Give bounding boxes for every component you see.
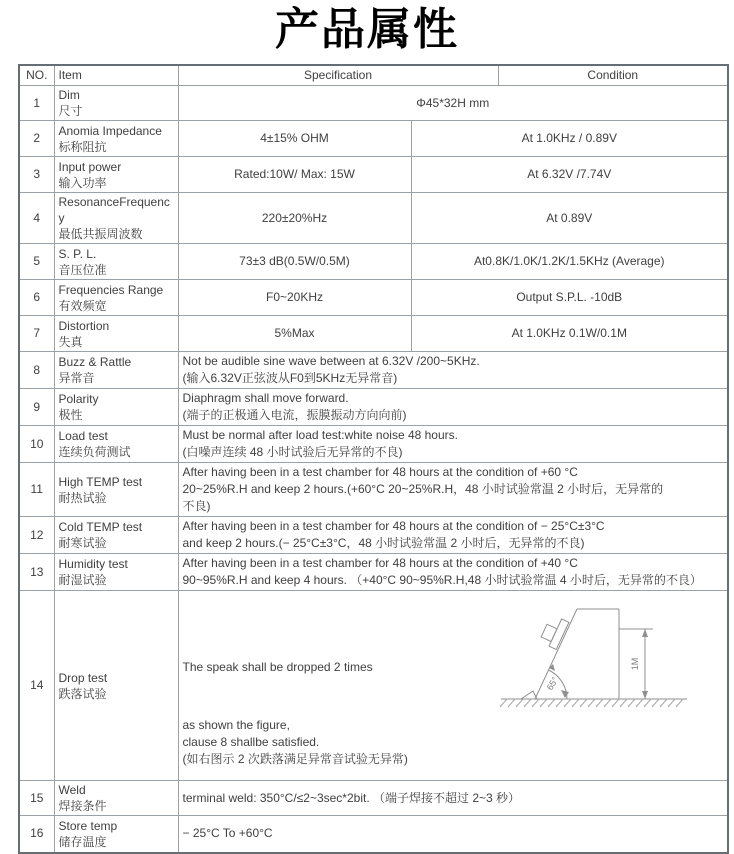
item-cell (54, 389, 178, 426)
header-item: Item (54, 65, 178, 86)
spec-cell: F0~20KHz (178, 280, 411, 316)
condition-cell: Output S.P.L. -10dB (411, 280, 728, 316)
page-title: 产品属性 (275, 4, 459, 55)
item-name-en: Cold TEMP test (58, 520, 143, 534)
item-cell (54, 316, 178, 352)
item-name-en: Drop test (58, 670, 108, 685)
spec-text: − 25°C To +60°C (182, 826, 273, 841)
row-number: 11 (19, 463, 54, 517)
row-number: 3 (19, 157, 54, 193)
table-row-cold-temp (19, 517, 728, 554)
item-cell (54, 121, 178, 157)
item-name-en: High TEMP test (58, 474, 143, 489)
item-name-zh: 有效频宽 (58, 298, 107, 313)
row-number: 10 (19, 426, 54, 463)
item-cell (54, 193, 178, 244)
header-condition: Condition (498, 65, 728, 86)
spec-cell (178, 389, 728, 426)
speaker-on-incline (539, 614, 569, 649)
row-number: 2 (19, 121, 54, 157)
item-cell (54, 463, 178, 517)
condition-cell: At 0.89V (411, 193, 728, 244)
item-name-en: Buzz & Rattle (58, 355, 132, 369)
table-row-input-power (19, 157, 728, 193)
item-cell (54, 591, 178, 781)
item-name-zh: 储存温度 (58, 834, 107, 849)
row-number: 9 (19, 389, 54, 426)
table-row-dim (19, 86, 728, 121)
item-cell (54, 86, 178, 121)
row-number: 16 (19, 816, 54, 853)
item-name-en: Dim (58, 88, 80, 102)
item-name-zh: 输入功率 (58, 175, 107, 190)
spec-cell (178, 781, 728, 816)
product-spec-table (18, 64, 729, 854)
item-name-en: Store temp (58, 818, 118, 833)
table-row-spl (19, 244, 728, 280)
row-number: 6 (19, 280, 54, 316)
condition-cell: At 1.0KHz 0.1W/0.1M (411, 316, 728, 352)
spec-text: After having been in a test chamber for 48 hours at the condition of +40 °C (182, 556, 578, 570)
spec-text: After having been in a test chamber for 48 hours at the condition of +60 °C (182, 465, 578, 479)
item-name-en: Frequencies Range (58, 282, 164, 297)
item-cell (54, 352, 178, 389)
item-name-en: Polarity (58, 392, 99, 406)
spec-text: (输入6.32V正弦波从F0到5KHz无异常音) (182, 371, 398, 385)
condition-cell: At 6.32V /7.74V (411, 157, 728, 193)
table-row-humidity (19, 554, 728, 591)
item-name-en: Load test (58, 429, 108, 443)
item-name-zh: 耐寒试验 (58, 536, 107, 550)
row-number: 7 (19, 316, 54, 352)
figure-angle-label: 65° (544, 675, 561, 692)
item-name-en: Humidity test (58, 557, 128, 571)
item-name-zh: 尺寸 (58, 104, 83, 118)
item-name-zh: 连续负荷测试 (58, 445, 131, 459)
row-number: 14 (19, 591, 54, 781)
spec-text: (白噪声连续 48 小时试验后无异常的不良) (182, 445, 403, 459)
item-name-zh: 耐热试验 (58, 490, 107, 505)
item-name-en: Distortion (58, 318, 110, 333)
spec-cell: 220±20%Hz (178, 193, 411, 244)
spec-text: clause 8 shallbe satisfied. (182, 735, 320, 749)
spec-cell (178, 816, 728, 853)
item-cell (54, 554, 178, 591)
spec-text: Not be audible sine wave between at 6.32V /200~5KHz. (182, 354, 480, 368)
item-cell (54, 426, 178, 463)
spec-cell (178, 591, 728, 781)
spec-cell (178, 517, 728, 554)
item-name-en: Input power (58, 159, 122, 174)
item-cell (54, 280, 178, 316)
spec-text: The speak shall be dropped 2 times (182, 660, 373, 674)
table-row-load-test (19, 426, 728, 463)
table-row-freq-range (19, 280, 728, 316)
spec-text: 90~95%R.H and keep 4 hours. （+40°C 90~95%R.H,48 小时试验常温 4 小时后，无异常的不良） (182, 573, 702, 587)
spec-text: (如右图示 2 次跌落满足异常音试验无异常) (182, 752, 408, 766)
item-name-en: Weld (58, 783, 86, 797)
table-row-impedance (19, 121, 728, 157)
item-name-zh: 焊接条件 (58, 799, 107, 813)
table-row-drop-test (19, 591, 728, 781)
row-number: 5 (19, 244, 54, 280)
table-row-polarity (19, 389, 728, 426)
item-name-zh: 最低共振周波数 (58, 227, 143, 241)
spec-cell: 73±3 dB(0.5W/0.5M) (178, 244, 411, 280)
figure-height-label: 1M (630, 657, 641, 671)
table-row-buzz-rattle (19, 352, 728, 389)
item-name-zh: 耐湿试验 (58, 573, 107, 587)
item-name-zh: 极性 (58, 408, 83, 422)
table-row-distortion (19, 316, 728, 352)
item-name-zh: 跌落试验 (58, 686, 107, 701)
item-name-zh: 标称阻抗 (58, 139, 107, 154)
spec-cell: 5%Max (178, 316, 411, 352)
spec-cell (178, 426, 728, 463)
spec-text: Diaphragm shall move forward. (182, 391, 349, 405)
table-header-row (19, 65, 728, 86)
row-number: 8 (19, 352, 54, 389)
spec-cell: Rated:10W/ Max: 15W (178, 157, 411, 193)
spec-text: After having been in a test chamber for 48 hours at the condition of − 25°C±3°C (182, 519, 605, 533)
item-name-zh: 异常音 (58, 371, 95, 385)
spec-cell (178, 352, 728, 389)
item-name-en: ResonanceFrequency (58, 195, 170, 225)
spec-cell (178, 554, 728, 591)
table-row-store-temp (19, 816, 728, 853)
spec-text: as shown the figure, (182, 718, 290, 732)
spec-text: and keep 2 hours.(− 25°C±3°C，48 小时试验常温 2 小时后，无异常的不良) (182, 536, 585, 550)
spec-cell: 4±15% OHM (178, 121, 411, 157)
drop-test-figure (495, 601, 695, 719)
row-number: 15 (19, 781, 54, 816)
condition-cell: At 1.0KHz / 0.89V (411, 121, 728, 157)
spec-text: Φ45*32H mm (416, 95, 490, 110)
spec-cell (178, 463, 728, 517)
table-row-weld (19, 781, 728, 816)
item-name-en: S. P. L. (58, 246, 97, 261)
spec-text: (端子的正极通入电流，振膜振动方向向前) (182, 408, 407, 422)
item-cell (54, 781, 178, 816)
item-cell (54, 816, 178, 853)
spec-text: 不良) (182, 499, 211, 513)
table-row-high-temp (19, 463, 728, 517)
header-specification: Specification (178, 65, 498, 86)
item-name-zh: 音压位准 (58, 262, 107, 277)
item-cell (54, 244, 178, 280)
item-name-en: Anomia Impedance (58, 123, 162, 138)
row-number: 1 (19, 86, 54, 121)
row-number: 4 (19, 193, 54, 244)
spec-text: 20~25%R.H and keep 2 hours.(+60°C 20~25%R.H，48 小时试验常温 2 小时后，无异常的 (182, 482, 664, 496)
condition-cell: At0.8K/1.0K/1.2K/1.5KHz (Average) (411, 244, 728, 280)
table-row-resonance (19, 193, 728, 244)
header-no: NO. (19, 65, 54, 86)
row-number: 13 (19, 554, 54, 591)
spec-cell (178, 86, 728, 121)
item-cell (54, 157, 178, 193)
item-cell (54, 517, 178, 554)
row-number: 12 (19, 517, 54, 554)
item-name-zh: 失真 (58, 334, 83, 349)
spec-text: terminal weld: 350°C/≤2~3sec*2bit. （端子焊接不超过 2~3 秒） (182, 790, 521, 805)
spec-text: Must be normal after load test:white noise 48 hours. (182, 428, 458, 442)
